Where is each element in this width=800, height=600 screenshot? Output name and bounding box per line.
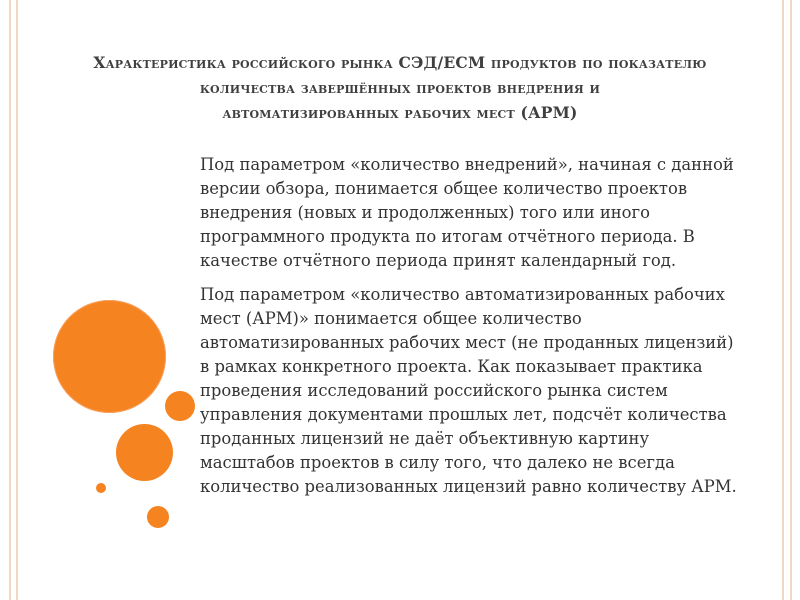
slide-body [200, 153, 740, 509]
paragraph-implementations: Под параметром «количество внедрений», начиная с данной версии обзора, понимается общее количество проектов внедрения (новых и продолженных) того или иного программного продукта по итогам отчётного периода. В качестве отчётного периода принят календарный год. [200, 155, 734, 270]
slide-title-line: автоматизированных рабочих мест (АРМ) [222, 103, 578, 122]
right-decorative-stripe [782, 0, 784, 600]
decorative-circle-medium [116, 424, 173, 481]
paragraph-workstations: Под параметром «количество автоматизированных рабочих мест (АРМ)» понимается общее количество автоматизированных рабочих мест (не проданных лицензий) в рамках конкретного проекта. Как показывает практика проведения исследований российского рынка систем управления документами прошлых лет, подсчёт количества проданных лицензий не даёт объективную картину масштабов проектов в силу того, что далеко не всегда количество реализованных лицензий равно количеству АРМ. [200, 285, 737, 496]
left-decorative-stripe [9, 0, 11, 600]
slide-title [20, 50, 780, 125]
decorative-circle-tiny [96, 483, 106, 493]
decorative-circle-large [53, 300, 166, 413]
right-decorative-stripe [790, 0, 792, 600]
decorative-circle-small [147, 506, 169, 528]
decorative-circle-small [165, 391, 195, 421]
left-decorative-stripe [16, 0, 18, 600]
slide-title-line: количества завершённых проектов внедрения и [199, 78, 601, 97]
slide-title-line: Характеристика российского рынка СЭД/ECM продуктов по показателю [93, 53, 707, 72]
